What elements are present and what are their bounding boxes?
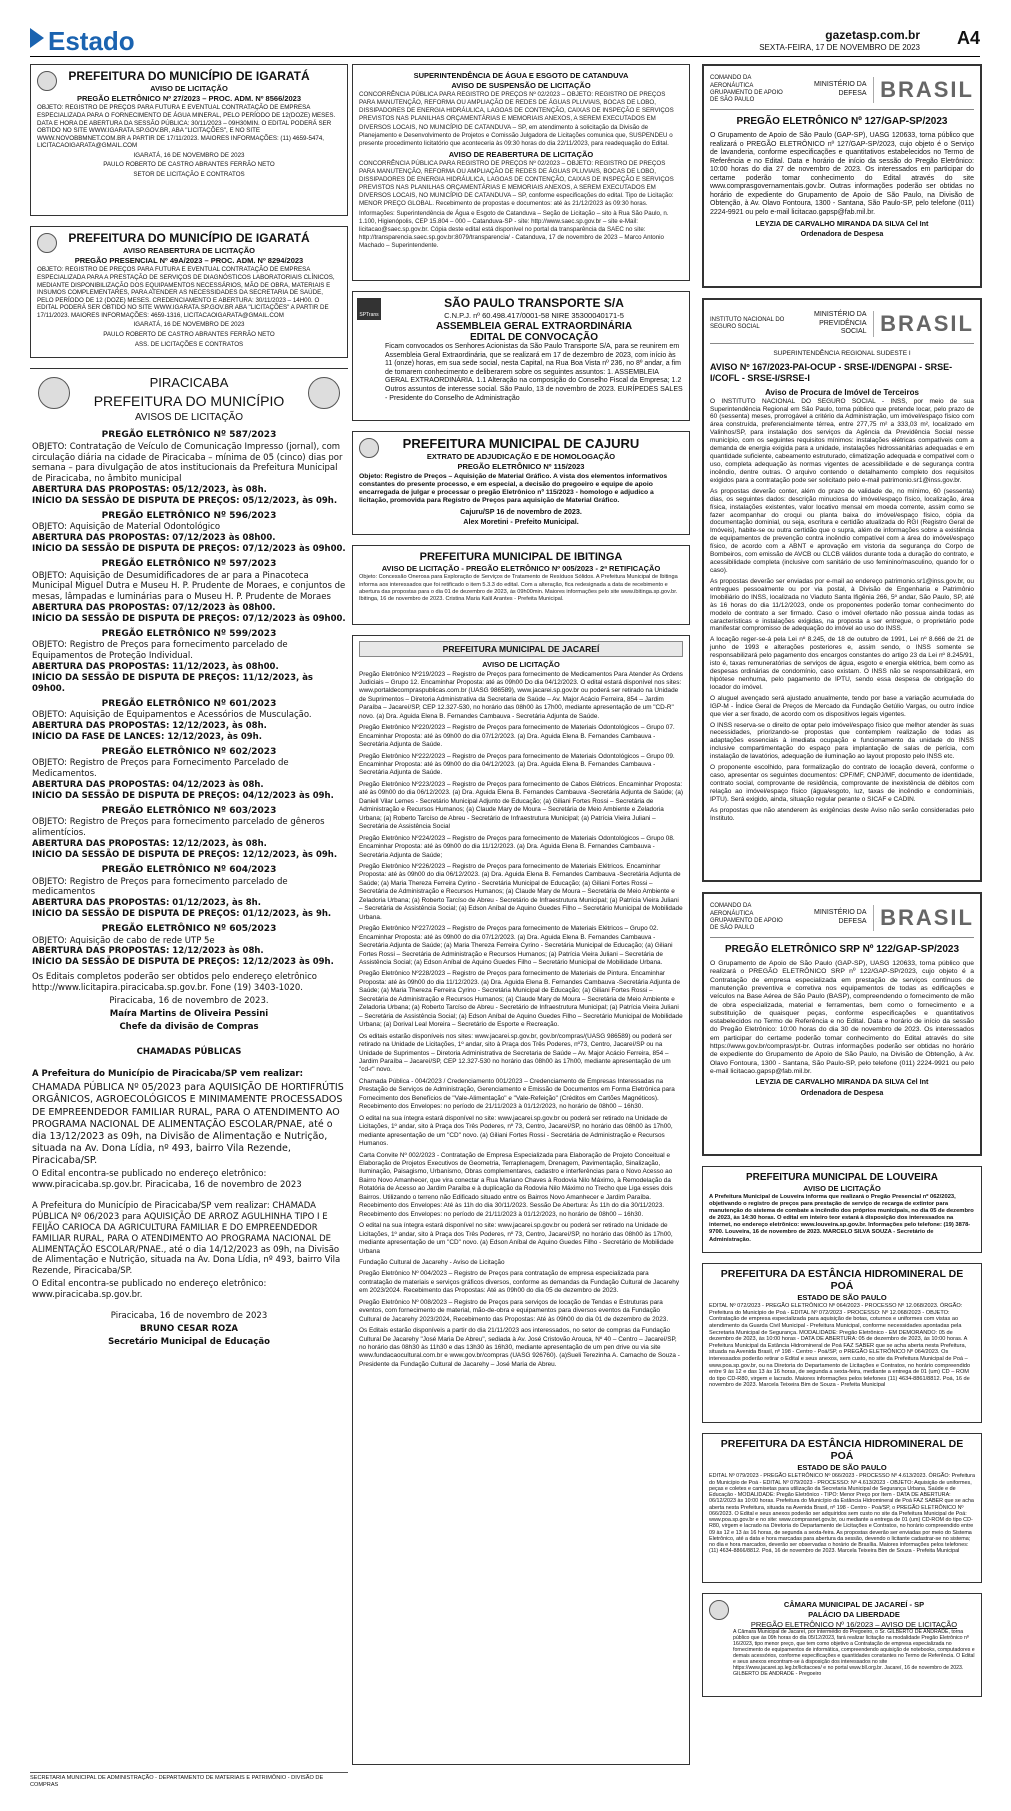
- editais-info: Os Editais completos poderão ser obtidos pelo endereço eletrônico http://www.licitapira.piracicaba.sp.gov.br. Fone (19) 3403-1020.: [32, 972, 318, 994]
- inss-paragraph: O aluguel avençado será ajustado anualmente, tendo por base a variação acumulada do IGP-M - Índice Geral de Preços de Mercado da Fundação Getúlio Vargas, ou outro índice que vier a ser fixado, de acordo com os dispositivos legais vigentes.: [710, 694, 974, 718]
- notice-signer: PAULO ROBERTO DE CASTRO ABRANTES FERRÃO NETO: [103, 330, 275, 338]
- saae-paragraph-2: CONCORRÊNCIA PÚBLICA PARA REGISTRO DE PREÇOS Nº 02/2023 – OBJETO: REGISTRO DE PREÇOS PARA MANUTENÇÃO, REFORMA OU AMPLIAÇÃO DE REDES DE ÁGUAS PLUVIAIS, BOCAS DE LOBO, DISSIPADORES DE ENERGIA HIDRÁULICA, LAGOAS DE CONTENÇÃO, CAIXAS DE INSPEÇÃO E SERVIÇOS PREVISTOS NAS PLANILHAS ORÇAMENTÁRIAS E MEMORIAIS ANEXOS, A SEREM EXECUTADOS EM DIVERSOS LOCAIS, NO MUNICÍPIO DE CATANDUVA – SP, conforme especificações do edital. Tipo de Licitação: MENOR PREÇO GLOBAL. Recebimento de propostas e documentos: até às 21/12/2023 às 09:30 horas.: [359, 159, 674, 208]
- pregao-item: [32, 430, 346, 507]
- site-url[interactable]: gazetasp.com.br: [825, 28, 920, 42]
- poa-body: EDITAL Nº 079/2023 - PREGÃO ELETRÔNICO Nº 066/2023 - PROCESSO Nº 4.613/2023. ÓRGÃO: Prefeitura do Município de Poá - EDITAL Nº 079/2023 - PROCESSO: Nº 4.613/2023 - OBJETO: Aquisição de uniformes, peças e coletes e camisetas para utilização da Secretaria Municipal de Segurança Urbana, Saúde e de Educação - MODALIDADE: Pregão Eletrônico - TIPO: Menor Preço por Item - DATA DE ABERTURA: 06/12/2023 às 10:00 horas. Prefeitura do Município da Estância Hidromineral de Poá FAZ SABER que se acha aberta nesta Prefeitura, situada na Avenida Brasil, nº 198 - Centro - Poá/SP, o PREGÃO ELETRÔNICO Nº 066/2023. O Edital e seus anexos poderão ser adquiridos sem custo no site da Prefeitura Municipal de Poá: www.poa.sp.gov.br e no site: www.comprasnet.gov.br, ou mediante a entrega de 01 (um) CD-ROM do tipo CD-R80, virgem e lacrado na Diretoria do Departamento de Licitações e Contratos, no horário compreendido entre 09 às 12 e 13 às 16 horas, de segunda a sexta-feira. As propostas deverão ser enviadas por meio do Sistema Eletrônico, até a data e hora marcadas para abertura da sessão, devendo o licitante cadastrar-se no sistema; no dia e hora marcados, deverão ser observadas o horário de Brasília. Maiores informações pelos telefones: (11) 4634-8866/8812. Poá, 16 de novembro de 2023. Marcela Teixeira Bim de Souza - Prefeita Municipal: [709, 1473, 975, 1555]
- ibitinga-title: PREFEITURA MUNICIPAL DE IBITINGA: [419, 551, 623, 563]
- piracicaba-footer: SECRETARIA MUNICIPAL DE ADMINISTRAÇÃO - DEPARTAMENTO DE MATERIAIS E PATRIMÔNIO - DIVISÃO DE COMPRAS: [30, 1772, 348, 1789]
- jacarei-paragraph: O edital na sua íntegra estará disponível no site: www.jacarei.sp.gov.br ou poderá ser retirado na Unidade de Licitações, 1º andar, sito à Praça dos Três Poderes, nº 73, Centro, Jacareí/SP, no horário das 08h00 às 17h00, mediante apresentação de um "CD" novo. (a) Giliani Fortes Rossi - Secretária de Administração e Recursos Humanos.: [359, 1114, 673, 1148]
- sptrans-cnpj: C.N.P.J. nº 60.498.417/0001-58 NIRE 35300040171-5: [444, 311, 624, 321]
- pregao-item: [32, 924, 346, 968]
- pregao-session: INÍCIO DA SESSÃO DE DISPUTA DE PREÇOS: 07/12/2023 às 09h00.: [32, 614, 346, 625]
- sptrans-heading: ASSEMBLEIA GERAL EXTRAORDINÁRIA: [435, 321, 633, 333]
- piracicaba-seal-icon: [38, 377, 70, 409]
- chamadas-heading: CHAMADAS PÚBLICAS: [136, 1046, 242, 1057]
- pregao-opening: ABERTURA DAS PROPOSTAS: 04/12/2023 às 08h.: [32, 780, 264, 791]
- pregao-session: INÍCIO DA SESSÃO DE DISPUTA DE PREÇOS: 05/12/2023, às 09h.: [32, 496, 338, 507]
- pregao-item: [32, 559, 346, 625]
- piracicaba-signer-2: BRUNO CESAR ROZA: [140, 1323, 238, 1334]
- igarata-seal-icon: [37, 233, 57, 253]
- gov-header: [710, 71, 974, 110]
- jacarei-paragraph: Pregão Eletrônico Nº226/2023 – Registro de Preços para fornecimento de Materiais Elétricos. Encaminhar Proposta: até às 09h00 do dia 06/12/2023. (a) Dra. Aguida Elena B. Fernandes Cambauva -Secretária Adjunta de Saúde; (a) Maria Thereza Ferreira Cyrino - Secretária Municipal de Educação; (a) Giliani Fortes Rossi – Secretária de Administração e Recursos Humanos; (a) Claude Mary de Moura – Secretária de Meio Ambiente e Zeladoria Urbana; (a) Roberto Tarcíso de Abreu - Secretário de Infraestrutura Municipal; (a) Patrícia Vieira Juliani – Secretária de Assistência Social; (a) Edson Aníbal de Aquino Guedes Filho – Secretário Municipal de Mobilidade Urbana.: [359, 863, 683, 921]
- notice-date: IGARATÁ, 16 DE NOVEMBRO DE 2023: [133, 321, 245, 329]
- poa-notice-2: [702, 1433, 982, 1583]
- page-number: A4: [956, 28, 980, 48]
- notice-body: OBJETO: REGISTRO DE PREÇOS PARA FUTURA E EVENTUAL CONTRATAÇÃO DE EMPRESA ESPECIALIZADA PARA O FORNECIMENTO DE ÁGUA MINERAL, PELO PERÍODO DE 12(DOZE) MESES. DATA E HORA DE ABERTURA DA SESSÃO PÚBLICA: 30/11/2023 – 09H30MIN. O EDITAL PODERÁ SER OBTIDO NO SITE WWW.IGARATA.SP.GOV.BR, ABA "LICITAÇÕES", E NO SITE WWW.NOVOBBMNET.COM.BR A PARTIR DE 17/11/2023. MAIORES INFORMAÇÕES: (11) 4659-5474, LICITACAOIGARATA@GMAIL.COM: [37, 104, 336, 150]
- pregao-session: INÍCIO DA SESSÃO DE DISPUTA DE PREÇOS: 07/12/2023 às 09h00.: [32, 544, 346, 555]
- poa-body: EDITAL Nº 072/2023 - PREGÃO ELETRÔNICO Nº 064/2023 - PROCESSO Nº 12.068/2023. ÓRGÃO: Prefeitura do Município de Poá - EDITAL Nº 072/2023 - PROCESSO: Nº 12.068/2023 - OBJETO: Contratação de empresa especializada para aquisição de botas, coturnos e uniformes com vistas ao atendimento da Guarda Civil Municipal - Prefeitura Municipal, conforme necessidades apontadas pela Secretaria Municipal de Segurança. MODALIDADE: Pregão Eletrônico - EM DEMORANDO: 05 de dezembro de 2023, às 10:00 horas - DATA DE ABERTURA: 05 de dezembro de 2023, às 10:00 horas. A Prefeitura Municipal da Estância Hidromineral de Poá FAZ SABER que se acha aberta nesta Prefeitura, situada na Avenida Brasil, nº 198 - Centro - Poá/SP, o PREGÃO ELETRÔNICO Nº 064/2023. Os interessados poderão retirar o Edital e seus anexos, sem custo, no site da Prefeitura Municipal de Poá – www.poa.sp.gov.br, ou na Diretoria do Departamento de Licitações e Contratos, no horário compreendido entre 9 às 12 e das 13 às 16 horas, de segunda a sexta-feira, mediante a entrega de 01 (um) CD – ROM do tipo CD-R80, virgem e lacrado. Maiores informações pelos telefones (11) 4634-8861/8812. Poá, 16 de novembro de 2023. Marcela Teixeira Bim de Souza - Prefeita Municipal: [709, 1303, 971, 1389]
- gap-122-notice: [702, 892, 982, 1156]
- gov-agency: COMANDO DA AERONÁUTICA GRUPAMENTO DE APOIO DE SÃO PAULO: [710, 903, 783, 932]
- piracicaba-date-2: Piracicaba, 16 de novembro de 2023: [110, 1310, 268, 1321]
- pregao-session: INÍCIO DA SESSÃO DE DISPUTA DE PREÇOS: 04/12/2023 às 09h.: [32, 791, 334, 802]
- igarata-notice-2: [30, 226, 348, 358]
- poa-subtitle: ESTADO DE SÃO PAULO: [797, 1293, 887, 1303]
- gap-122-signer: LEYZIA DE CARVALHO MIRANDA DA SILVA Cel Int: [755, 1077, 929, 1087]
- pregao-item: [32, 699, 346, 743]
- pregao-opening: ABERTURA DAS PROPOSTAS: 11/12/2023, às 08h00.: [32, 662, 279, 673]
- saae-subtitle: AVISO DE SUSPENSÃO DE LICITAÇÃO: [451, 81, 591, 91]
- louveira-title: PREFEITURA MUNICIPAL DE LOUVEIRA: [745, 1172, 939, 1183]
- louveira-body: A Prefeitura Municipal de Louveira informa que realizará o Pregão Presencial nº 062/2023, objetivando o registro de preços para prestação de serviço de recarga de extintor para manutenção do sistema de combate a incêndio dos próprios municipais, no dia 05 de dezembro de 2023, às 14:30 horas. O edital em inteiro teor estará à disposição dos interessados na internet, no endereço eletrônico: www.louveira.sp.gov.br. Informações pelo telefone: (19) 3878-9700. Louveira, 16 de novembro de 2023. MARCELO SILVA SOUZA - Secretário de Administração.: [709, 1194, 974, 1243]
- brand-logo: [30, 26, 135, 58]
- pregao-opening: ABERTURA DAS PROPOSTAS: 12/12/2023, às 08h.: [32, 839, 267, 850]
- gap-122-body: O Grupamento de Apoio de São Paulo (GAP-SP), UASG 120633, torna público que realizará o PREGÃO ELETRÔNICO SRP nº 122/GAP-SP/2023, cujo objeto é a Contratação de empresa especializada em prestação de serviços contínuos de manutenção preventiva e corretiva nos equipamentos de todas as edificações e veículos na Base Aérea de São Paulo (BASP), compreendendo o fornecimento de mão de obra especializada, material e ferramentas, bem como o fornecimento e a substituição de quaisquer peças, conforme especificações e quantitativos estabelecidos no Termo de Referência e no Edital. Data e horário de início da sessão do Pregão Eletrônico: 10:00 horas do dia 30 de novembro de 2023. Os interessados em participar do certame poderão tomar conhecimento do Edital através do site https://www.gov.br/compras/pt-br. Outras informações poderão ser obtidas no horário de expediente do Grupamento de Apoio de São Paulo, na Divisão de Obtenção, à Av. Olavo Fontoura, 1300 - Santana, São Paulo-SP, pelo telefone (011) 2224-9921 ou pelo e-mail licitacao.gapsp@fab.mil.br.: [710, 960, 974, 1075]
- notice-title: PREFEITURA DO MUNICÍPIO DE IGARATÁ: [68, 69, 310, 83]
- pregao-title: PREGÃO ELETRÔNICO Nº 602/2023: [101, 746, 277, 757]
- pregao-opening: ABERTURA DAS PROPOSTAS: 12/12/2023, às 08h.: [32, 721, 267, 732]
- pregao-session: INÍCIO DA SESSÃO DE DISPUTA DE PREÇOS: 01/12/2023, às 9h.: [32, 909, 332, 920]
- notice-body: OBJETO: REGISTRO DE PREÇOS PARA FUTURA E EVENTUAL CONTRATAÇÃO DE EMPRESA ESPECIALIZADA PARA A PRESTAÇÃO DE SERVIÇOS DE DIAGNÓSTICOS LABORATORIAIS CLÍNICOS, MEDIANTE DISPONIBILIZAÇÃO DOS EQUIPAMENTOS NECESSÁRIOS, MÃO DE OBRA, MATERIAIS E INSUMOS COMPLEMENTARES, PARA ATENDER AS NECESSIDADES DA SECRETARIA DE SAÚDE, PELO PERÍODO DE 12 (DOZE) MESES. CREDENCIAMENTO E ABERTURA: 30/11/2023 – 14H00. O EDITAL PODERÁ SER OBTIDO NO SITE WWW.IGARATA.SP.GOV.BR ABA "LICITAÇÕES" A PARTIR DE 17/11/2023. MAIORES INFORMAÇÕES: 4659-1316, LICITACAOIGARATA@GMAIL.COM: [37, 266, 335, 319]
- inss-paragraph: A locação reger-se-á pela Lei nº 8.245, de 18 de outubro de 1991, Lei nº 8.666 de 21 de junho de 1993 e alterações posteriores e, assim sendo, o INSS somente se responsabilizará pelo pagamento dos encargos constantes do artigo 23 da Lei nº 8.245/91, isto é, taxas remuneratórias de serviços de água, esgoto e energia elétrica, bem como as despesas ordinárias de condomínio, caso existam. O INSS não se responsabilizará, em hipótese nenhuma, pelo pagamento de IPTU, sendo essa despesa de obrigação do locador do imóvel.: [710, 636, 974, 691]
- pregao-item: [32, 511, 346, 555]
- inss-paragraph: As propostas deverão conter, além do prazo de validade de, no mínimo, 60 (sessenta) dias, os seguintes dados: descrição minuciosa do imóvel/espaço físico, localização, área física, instalações existentes, valor locativo mensal em moeda corrente, assim como se fazer acompanhar do croqui ou planta baixa do imóvel/espaço físico, cópia da documentação dominial, ou seja, escritura e certidão atualizada do RGI (Registro Geral de Imóveis), habite-se ou outra certidão que o supra, além de informações sobre a existência de equipamentos de prevenção contra incêndio compatível com a área do imóvel/espaço físico, de acordo com a ABNT e aprovação em vistoria da segurança do Corpo de Bombeiros, com emissão de AVCB ou CLCB válidos durante toda a duração do contrato, e acessibilidade completa (inclusive com sanitário de uso feminino/masculino, quando for o caso).: [710, 487, 974, 574]
- jacarei-paragraph: Pregão Eletrônico Nº 004/2023 – Registro de Preços para contratação de empresa especializada para contratação de materiais e serviços gráficos diversos, conforme as demandas da Fundação Cultural de Jacarehy em 2023/2024. Recebimento das Propostas: Até as 09h00 do dia 05 de dezembro de 2023.: [359, 1270, 680, 1295]
- pregao-title: PREGÃO ELETRÔNICO Nº 603/2023: [101, 805, 277, 816]
- piracicaba-city: PIRACICABA: [149, 375, 229, 390]
- jacarei-paragraph: Pregão Eletrônico Nº 008/2023 – Registro de Preços para serviços de locação de Tendas e Estruturas para eventos, com fornecimento de material, mão-de-obra e equipamentos para diversos eventos da Fundação Cultural de Jacarehy 2023/2024, Recebimento das Propostas: Até às 09h00 do dia 01 de dezembro de 2023.: [359, 1298, 669, 1323]
- jacarei-paragraph: Os editais estarão disponíveis nos sites: www.jacarei.sp.gov.br, gov.br/compras/(UASG 986589) ou poderá ser retirado na Unidade de Licitações, 1º andar, sito à Praça dos Três Poderes, nº73, Centro, Jacareí/SP ou na Unidade de Suprimentos – Diretoria Administrativa de Secretaria de Saúde – Av. Major Acácio Ferreira, 854 – Jardim Paraíba – Jacareí/SP, CEP 12.327-530 no horário das 08h00 às 17h00, mediante apresentação de um "cd-r" novo.: [359, 1032, 672, 1074]
- piracicaba-subtitle: AVISOS DE LICITAÇÃO: [135, 411, 243, 423]
- notice-ref: PREGÃO PRESENCIAL Nº 49A/2023 – PROC. ADM. Nº 8294/2023: [74, 256, 304, 266]
- issue-date: SEXTA-FEIRA, 17 DE NOVEMBRO DE 2023: [759, 43, 920, 52]
- jacarei-notice: [352, 635, 690, 1765]
- chamada-06-edital: O Edital encontra-se publicado no endereço eletrônico: www.piracicaba.sp.gov.br.: [32, 1279, 267, 1301]
- jacarei-paragraph: Carta Convite Nº 002/2023 - Contratação de Empresa Especializada para Elaboração de Projeto Conceitual e Elaboração de Projetos Executivos de Geometria, Terraplenagem, Drenagem, Pavimentação, Sinalização, Iluminação, Paisagismo, Urbanismo, Obras complementares, cadastro e interferências para o Novo Acesso ao Bairro Novo Amanhecer, que vira conectar a Rua Mariano Chaves à Rodovia Nilo Máximo, à Remodelação da Rotatória de Acesso ao Jardim Paraíba e à duplicação da Rodovia Nilo Máximo no Trecho que Liga esses dois Bairros. Utilizando o terreno não Edificado situado entre os Bairros Novo Amanhecer e Jardim Paraíba. Recebimento dos Envelopes: Até às 11h do dia 30/11/2023. Sessão De Abertura: Às 11h do dia 30/11/2023. Recebimento dos Envelopes: no período de 21/11/2023 à 01/12/2023, no horário de 08h00 – 16h30.: [359, 1151, 673, 1218]
- sptrans-title: SÃO PAULO TRANSPORTE S/A: [444, 296, 624, 310]
- inss-superintendence: SUPERINTENDÊNCIA REGIONAL SUDESTE I: [773, 350, 911, 357]
- pregao-title: PREGÃO ELETRÔNICO Nº 601/2023: [101, 698, 277, 709]
- jacarei-paragraph: Pregão Eletrônico Nº222/2023 – Registro de Preços para fornecimento de Materiais Odontológicos – Grupo 09. Encaminhar Proposta: até às 09h00 do dia 04/12/2023. (a) Dra. Aguida Elena B. Fernandes Cambauva -Secretária Adjunta de Saúde.: [359, 752, 675, 777]
- jacarei-paragraphs: [359, 671, 683, 1370]
- pregao-title: PREGÃO ELETRÔNICO Nº 587/2023: [101, 430, 277, 441]
- gov-agency: INSTITUTO NACIONAL DO SEGURO SOCIAL: [710, 316, 785, 330]
- saae-subtitle-2: AVISO DE REABERTURA DE LICITAÇÃO: [448, 149, 594, 159]
- sptrans-heading-2: EDITAL DE CONVOCAÇÃO: [470, 332, 598, 344]
- pregao-object: OBJETO: Aquisição de cabo de rede UTP 5e: [32, 935, 215, 946]
- pregao-title: PREGÃO ELETRÔNICO Nº 596/2023: [101, 510, 277, 521]
- notice-ref: PREGÃO ELETRÔNICO Nº 27/2023 – PROC. ADM. Nº 8566/2023: [76, 94, 302, 104]
- gap-127-signer-role: Ordenadora de Despesa: [800, 229, 884, 239]
- cajuru-body: Objeto: Registro de Preços – Aquisição de Material Gráfico. A vista dos elementos informativos constantes do presente processo, e em especial, a decisão do pregoeiro e equipe de apoio encarregada de julgar e processar o pregão Eletrônico nº 115/2023 - homologo e adjudico a licitação, promovida para Registro de Preços para aquisição de Material Gráfico.: [359, 472, 668, 505]
- notice-signer: PAULO ROBERTO DE CASTRO ABRANTES FERRÃO NETO: [103, 161, 275, 169]
- notice-subtitle: AVISO REABERTURA DE LICITAÇÃO: [123, 246, 255, 256]
- gov-ministry: MINISTÉRIO DA PREVIDÊNCIA SOCIAL: [814, 311, 867, 336]
- piracicaba-date: Piracicaba, 16 de novembro de 2023.: [109, 995, 269, 1006]
- camara-ref: PREGÃO ELETRÔNICO Nº 16/2023 – AVISO DE LICITAÇÃO: [750, 1620, 958, 1630]
- jacarei-paragraph: Os Editais estarão disponíveis a partir do dia 21/11/2023 aos interessados, no setor de compras da Fundação Cultural De Jacarehy "José Maria De Abreu", sediada à Av. José Cristovão Arouca, Nº 40 – Centro – Jacareí/SP, no horário das 08h30 às 11h30 e das 13h30 às 16h30, mediante apresentação de um pen drive ou via site www.fundacaocultural.com.br e www.gov.br/compras (UASG 926760). (a)Sueli Terezinha A. Camacho de Souza - Presidente da Fundação Cultural de Jacarehy – José Maria de Abreu.: [359, 1327, 680, 1368]
- inss-subtitle: Aviso de Procura de Imóvel de Terceiros: [765, 387, 919, 397]
- inss-notice: [702, 298, 982, 882]
- gov-ministry: MINISTÉRIO DA DEFESA: [814, 909, 867, 925]
- piracicaba-title: PREFEITURA DO MUNICÍPIO: [93, 392, 285, 409]
- gap-122-title: PREGÃO ELETRÔNICO SRP Nº 122/GAP-SP/2023: [724, 944, 960, 955]
- jacarei-paragraph: O edital na sua íntegra estará disponível no site: www.jacarei.sp.gov.br ou poderá ser retirado na Unidade de Licitações, 1º andar, sito à Praça dos Três Poderes, nº 73, Centro, Jacareí/SP, no horário das 08h00 às 17h00, mediante apresentação de um "CD" novo. (a) Edson Aníbal de Aquino Guedes Filho - Secretário de Mobilidade Urbana: [359, 1222, 674, 1255]
- jacarei-paragraph: Pregão Eletrônico Nº227/2023 – Registro de Preços para fornecimento de Materiais Elétricos – Grupo 02. Encaminhar Proposta: até às 09h00 do dia 07/12/2023. (a) Dra. Aguida Elena B. Fernandes Cambauva -Secretária Adjunta de Saúde; (a) Maria Thereza Ferreira Cyrino - Secretária Municipal de Educação; (a) Giliani Fortes Rossi – Secretária de Administração e Recursos Humanos; (a) Patrícia Vieira Juliani – Secretária de Assistência Social; (a) Edson Aníbal de Aquino Guedes Filho – Secretário Municipal de Mobilidade Urbana.: [359, 925, 673, 966]
- jacarei-paragraph: Pregão Eletrônico Nº224/2023 – Registro de Preços para fornecimento de Materiais Odontológicos – Grupo 08. Encaminhar Proposta: até às 09h00 do dia 11/12/2023. (a) Dra. Aguida Elena B. Fernandes Cambauva -Secretária Adjunta de Saúde;: [359, 834, 675, 859]
- gap-127-title: PREGÃO ELETRÔNICO Nº 127/GAP-SP/2023: [736, 116, 948, 127]
- jacarei-paragraph: Fundação Cultural de Jacarehy - Aviso de Licitação: [359, 1258, 505, 1266]
- sptrans-logo-text: SPTrans: [359, 312, 379, 318]
- pregao-opening: ABERTURA DAS PROPOSTAS: 12/12/2023 às 08h.: [32, 946, 264, 957]
- pregao-item: [32, 629, 346, 695]
- pregao-title: PREGÃO ELETRÔNICO Nº 605/2023: [101, 924, 277, 934]
- saae-notice: [352, 64, 690, 281]
- gap-127-signer: LEYZIA DE CARVALHO MIRANDA DA SILVA Cel Int: [755, 218, 929, 228]
- poa-title: PREFEITURA DA ESTÂNCIA HIDROMINERAL DE POÁ: [720, 1268, 964, 1292]
- pregao-title: PREGÃO ELETRÔNICO Nº 599/2023: [101, 628, 277, 639]
- cajuru-subtitle: EXTRATO DE ADJUDICAÇÃO E DE HOMOLOGAÇÃO: [426, 452, 616, 462]
- inss-paragraph: O INSS reserva-se o direito de optar pelo imóvel/espaço físico que melhor atender às suas necessidades, priorizando-se propostas que contemplem realização de todas as adaptações essenciais à imediata ocupação e funcionamento da unidade do INSS inclusive compartimentação do espaço para implantação de salas de perícia, com instalação de lavatórios, adequação de iluminação ao layout proposto pelo INSS etc.: [710, 721, 974, 761]
- louveira-notice: [702, 1166, 982, 1253]
- brasil-logo: BRASIL: [873, 905, 974, 932]
- gap-122-signer-role: Ordenadora de Despesa: [800, 1087, 884, 1097]
- pregao-title: PREGÃO ELETRÔNICO Nº 597/2023: [101, 559, 277, 570]
- gov-agency: COMANDO DA AERONÁUTICA GRUPAMENTO DE APOIO DE SÃO PAULO: [710, 75, 783, 104]
- pregao-object: OBJETO: Registro de Preços para fornecimento parcelado de medicamentos: [32, 876, 288, 898]
- piracicaba-notice: [30, 368, 348, 1801]
- chamada-06: A Prefeitura do Município de Piracicaba/SP vem realizar: CHAMADA PÚBLICA Nº 06/2023 para AQUISIÇÃO DE ARROZ AGULHINHA TIPO I E FEIJÃO CARIOCA DA AGRICULTURA FAMILIAR E DO EMPREENDEDOR FAMILIAR RURAL, PARA O ATENDIMENTO AO PROGRAMA NACIONAL DE ALIMENTAÇÃO ESCOLAR/PNAE., até o dia 14/12/2023 as 09h, na Divisão de Alimentação e Nutrição, situada na Av. Dona Lídia, nº 493, bairro Vila Rezende, Piracicaba/SP.: [32, 1201, 341, 1277]
- gov-header: [710, 899, 974, 938]
- notice-signer-role: ASS. DE LICITAÇÕES E CONTRATOS: [134, 340, 244, 348]
- pregao-object: OBJETO: Registro de Preços para Fornecimento Parcelado de Medicamentos.: [32, 758, 289, 780]
- piracicaba-signer-role: Chefe da divisão de Compras: [119, 1021, 259, 1032]
- cajuru-seal-icon: [359, 438, 379, 458]
- camara-title: CÂMARA MUNICIPAL DE JACAREÍ - SP: [783, 1600, 925, 1609]
- brasil-logo: BRASIL: [873, 311, 974, 338]
- jacarei-paragraph: Pregão Eletrônico Nº223/2023 – Registro de Preços para fornecimento de Cabos Elétricos. Encaminhar Proposta: até às 09h00 do dia 06/12/2023. (a) Dra. Aguida Elena B. Fernandes Cambauva -Secretária Adjunta de Saúde; (a) Daniell Vilar Lemes - Secretário Municipal Adjunto de Educação; (a) Giliani Fortes Rossi – Secretária de Administração e Recursos Humanos; (a) Claude Mary de Moura – Secretária de Meio Ambiente e Zeladoria Urbana; (a) Roberto Tarcíso de Abreu - Secretário de Infraestrutura Municipal; (a) Patrícia Vieira Juliani – Secretária de Assistência Social: [359, 780, 684, 831]
- notice-date: IGARATÁ, 16 DE NOVEMBRO DE 2023: [133, 151, 245, 159]
- notice-title: PREFEITURA DO MUNICÍPIO DE IGARATÁ: [68, 231, 310, 245]
- camara-jacarei-notice: [702, 1593, 982, 1697]
- chamada-05-edital: O Edital encontra-se publicado no endereço eletrônico: www.piracicaba.sp.gov.br. Piracicaba, 16 de novembro de 2023: [32, 1169, 302, 1191]
- inss-paragraph: As propostas deverão ser enviadas por e-mail ao endereço patrimonio.sr1@inss.gov.br, ou entregues pessoalmente ou por via postal, à Divisão de Engenharia e Patrimônio Imobiliário do INSS, localizada no Viaduto Santa Ifigênia 266, 5º andar, São Paulo, SP, até às 16 horas do dia 11/12/2023, onde os proponentes poderão tomar conhecimento do modelo de contrato a ser firmado. Caso o imóvel ofertado não possua ainda todas as características e instalações exigidas, na proposta a ser entregue, o proprietário pode manifestar compromisso de adequação do imóvel ao uso do INSS.: [710, 577, 974, 633]
- column-right: [702, 64, 982, 1707]
- cajuru-ref: PREGÃO ELETRÔNICO Nº 115/2023: [457, 462, 585, 472]
- chamadas-intro: A Prefeitura do Município de Piracicaba/SP vem realizar:: [32, 1069, 303, 1080]
- ibitinga-body: Objeto: Concessão Onerosa para Exploração de Serviços de Tratamento de Resíduos Sólidos. A Prefeitura Municipal de Ibitinga informa aos interessados que foi retificado o item 5.3.3 do edital. Com a alteração, fica redesignada a data de recebimento e abertura das propostas para o dia 01 de dezembro de 2023, às 09h00min. Maiores informações pelo site www.ibitinga.sp.gov.br. Ibitinga, 16 de novembro de 2023. Cristina Maria Kalil Arantes - Prefeita Municipal.: [359, 574, 678, 603]
- brand-name: Estado: [48, 26, 135, 56]
- ibitinga-notice: [352, 545, 690, 625]
- pregao-object: OBJETO: Aquisição de Material Odontológico: [32, 522, 221, 533]
- camara-subtitle: PALÁCIO DA LIBERDADE: [808, 1610, 900, 1620]
- pregao-opening: ABERTURA DAS PROPOSTAS: 07/12/2023 às 08h00.: [32, 603, 276, 614]
- saae-paragraph-3: Informações: Superintendência de Água e Esgoto de Catanduva – Seção de Licitação – sito à Rua São Paulo, n. 1.100, Higienópolis, CEP 15.804 – 000 – Catanduva-SP - site: http://www.saec.sp.gov.br – site e-Mail: licitacao@saec.sp.gov.br. Cópia deste edital está disponível no portal da transparência da SAEC no site: http://transparencia.saec.sp.gov.br:8079/transparencia/ - Catanduva, 17 de novembro de 2023 – Marco Antonio Machado – Superintendente.: [359, 210, 669, 250]
- pregao-object: OBJETO: Contratação de Veículo de Comunicação Impresso (jornal), com circulação diária na cidade de Piracicaba – mínima de 05 (cinco) dias por semana – para divulgação de atos institucionais da Prefeitura Municipal de Piracicaba, no âmbito municipal: [32, 441, 343, 485]
- column-left: [30, 64, 348, 1811]
- pregao-object: OBJETO: Aquisição de Equipamentos e Acessórios de Musculação.: [32, 710, 312, 721]
- pregao-session: INÍCIO DA SESSÃO DE DISPUTA DE PREÇOS: 12/12/2023, às 09h.: [32, 850, 338, 861]
- sptrans-body: Ficam convocados os Senhores Acionistas da São Paulo Transporte S/A, para se reunirem em Assembleia Geral Extraordinária, que se realizará em 17 de dezembro de 2023, com início às 11 (onze) horas, em sua sede social, nesta Capital, na Rua Boa Vista nº 236, no 8º andar, a fim de tomarem conhecimento e deliberarem sobre os seguintes assuntos: 1. ASSEMBLEIA GERAL EXTRAORDINÁRIA. 1.1 Alteração na composição do Conselho Fiscal da Empresa; 1.2 Outros assuntos de interesse social. São Paulo, 13 de novembro de 2023. EURÍPEDES SALES - Presidente do Conselho de Administração: [385, 343, 683, 402]
- pregao-object: OBJETO: Registro de Preços para fornecimento parcelado de gêneros alimentícios.: [32, 817, 325, 839]
- piracicaba-emblem-icon: [308, 377, 340, 409]
- ibitinga-ref: AVISO DE LICITAÇÃO - PREGÃO ELETRÔNICO Nº 005/2023 - 2ª RETIFICAÇÃO: [381, 564, 661, 574]
- inss-paragraph: O proponente escolhido, para formalização do contrato de locação deverá, conforme o caso, apresentar os seguintes documentos: CPF/MF, CNPJ/MF, documento de identidade, contrato social, comprovante de residência, comprovante de inexistência de débitos com relação ao imóvel/espaço físico (água/esgoto, luz, taxas de incêndio e condominiais, IPTU). Será exigido, ainda, situação regular perante o SICAF e CADIN.: [710, 764, 974, 803]
- jacarei-paragraph: Pregão Eletrônico Nº228/2023 – Registro de Preços para fornecimento de Materiais de Pintura. Encaminhar Proposta: até às 09h00 do dia 11/12/2023. (a) Dra. Aguida Elena B. Fernandes Cambauva -Secretária Adjunta de Saúde; (a) Maria Thereza Ferreira Cyrino - Secretária Municipal de Educação; (a) Giliani Fortes Rossi – Secretária de Administração e Recursos Humanos; (a) Claude Mary de Moura – Secretária de Meio Ambiente e Zeladoria Urbana; (a) Roberto Tarcíso de Abreu - Secretário de Infraestrutura Municipal; (a) Patrícia Vieira Juliani – Secretária de Assistência Social; (a) Edson Aníbal de Aquino Guedes Filho – Secretário Municipal de Mobilidade Urbana; (a) Dorival Leal Moreira – Secretário de Esporte e Recreação.: [359, 970, 683, 1029]
- pregao-session: INÍCIO DA SESSÃO DE DISPUTA DE PREÇOS: 11/12/2023, às 09h00.: [32, 673, 313, 694]
- brand-arrow-icon: [30, 28, 44, 48]
- gov-header: [710, 305, 974, 344]
- column-middle: [352, 64, 690, 1775]
- piracicaba-signer: Maíra Martins de Oliveira Pessini: [109, 1008, 269, 1019]
- masthead: [30, 26, 980, 57]
- saae-title: SUPERINTENDÊNCIA DE ÁGUA E ESGOTO DE CATANDUVA: [413, 71, 629, 80]
- poa-title: PREFEITURA DA ESTÂNCIA HIDROMINERAL DE POÁ: [720, 1438, 964, 1462]
- pregao-object: OBJETO: Aquisição de Desumidificadores de ar para a Pinacoteca Municipal Miguel Dutra e Museu H. P. Prudente de Moraes, e conjuntos de mesas, lâmpadas e luminárias para o Museu H. P. Prudente de Moraes: [32, 570, 346, 603]
- chamada-05: CHAMADA PÚBLICA Nº 05/2023 para AQUISIÇÃO DE HORTIFRÚTIS ORGÂNICOS, AGROECOLÓGICOS E MINIMAMENTE PROCESSADOS DE EMPREENDEDOR FAMILIAR RURAL, PARA O ATENDIMENTO AO PROGRAMA NACIONAL DE ALIMENTAÇÃO ESCOLAR/PNAE, até o dia 13/12/2023 as 09h, na Divisão de Alimentação e Nutrição, situada na Av. Dona Lídia, nº 493, bairro Vila Rezende, Piracicaba/SP.: [32, 1082, 344, 1167]
- sptrans-logo: [357, 298, 381, 320]
- pregao-item: [32, 865, 346, 920]
- jacarei-paragraph: Pregão Eletrônico Nº220/2023 – Registro de Preços para fornecimento de Materiais Odontológicos – Grupo 07. Encaminhar Proposta: até às 09h00 do dia 07/12/2023. (a) Dra. Aguida Elena B. Fernandes Cambauva -Secretária Adjunta de Saúde.: [359, 724, 675, 749]
- igarata-seal-icon: [37, 71, 57, 91]
- saae-paragraph-1: CONCORRÊNCIA PÚBLICA PARA REGISTRO DE PREÇOS Nº 02/2023 – OBJETO: REGISTRO DE PREÇOS PARA MANUTENÇÃO, REFORMA OU AMPLIAÇÃO DE REDES DE ÁGUAS PLUVIAIS, BOCAS DE LOBO, DISSIPADORES DE ENERGIA HIDRÁULICA, LAGOAS DE CONTENÇÃO, CAIXAS DE INSPEÇÃO E SERVIÇOS PREVISTOS NAS PLANILHAS ORÇAMENTÁRIAS E MEMORIAIS ANEXOS, A SEREM EXECUTADOS EM DIVERSOS LOCAIS, NO MUNICÍPIO DE CATANDUVA – SP, em atendimento à solicitação da Divisão de Planejamento e Desenvolvimento de Projetos e Comissão Julgadora de Licitações comunica que, SUSPENDEU o presente procedimento licitatório que aconteceria às 09:30 horas do dia 22/11/2023, para readequação do Edital.: [359, 91, 674, 147]
- pregao-object: OBJETO: Registro de Preços para fornecimento parcelado de Equipamentos de Proteção Individual.: [32, 640, 288, 662]
- camara-body: A Câmara Municipal de Jacareí, por intermédio do Pregoeiro, o Sr. GILBERTO DE ANDRADE, torna público que às 09h horas do dia 05/12/2023, fará realizar licitação na modalidade Pregão Eletrônico nº 16/2023, tipo menor preço, que tem como objetivo a Contratação de empresa especializada no fornecimento de equipamentos de informática, compreendendo aquisição de notebooks, computadores e demais acessórios, conforme especificações e quantidades constantes no Termo de Referência. O Edital e seus anexos encontram-se à disposição dos interessados no site https://www.jacarei.sp.leg.br/licitacoes/ e no portal www.bll.org.br. Jacareí, 16 de novembro de 2023. GILBERTO DE ANDRADE - Pregoeiro: [733, 1629, 975, 1678]
- louveira-subtitle: AVISO DE LICITAÇÃO: [803, 1184, 881, 1193]
- brasil-logo: BRASIL: [873, 77, 974, 104]
- gap-127-notice: [702, 64, 982, 288]
- piracicaba-items: [32, 430, 346, 968]
- pregao-session: INÍCIO DA FASE DE LANCES: 12/12/2023, às 09h.: [32, 732, 262, 743]
- poa-subtitle: ESTADO DE SÃO PAULO: [797, 1463, 887, 1473]
- inss-paragraphs: [710, 398, 974, 823]
- inss-paragraph: As propostas que não atenderem às exigências deste Aviso não serão consideradas pelo Instituto.: [710, 806, 974, 822]
- inss-paragraph: O INSTITUTO NACIONAL DO SEGURO SOCIAL - INSS, por meio de sua Superintendência Regional em São Paulo, torna público que pretende locar, pelo prazo de 60 (sessenta) meses, prorrogável a critério da Administração, um imóvel/espaço físico com área construída, preferencialmente térrea, entre 277,75 m² a 333,03 m², localizado em Valinhos/SP, para instalação dos serviços da Agência da Previdência Social nesse município, com os seguintes requisitos mínimos: instalações elétricas compatíveis com a demanda de energia exigida para a unidade, instalações hidrossanitárias adequadas e em quantidade suficiente, cabeamento estruturado, climatização adequada e compatível com o uso, completa adequação às normas vigentes de acessibilidade e de segurança contra incêndio, dentre outras. O arquivo contendo o detalhamento completo dos requisitos exigidos para a contratação pode ser solicitado pelo e-mail patrimonio.sr1@inss.gov.br.: [710, 397, 974, 484]
- pregao-session: INÍCIO DA SESSÃO DE DISPUTA DE PREÇOS: 12/12/2023 às 09h.: [32, 957, 334, 968]
- cajuru-signer: Alex Moretini - Prefeito Municipal.: [463, 517, 579, 527]
- notice-signer-role: SETOR DE LICITAÇÃO E CONTRATOS: [133, 170, 245, 178]
- cajuru-notice: [352, 431, 690, 535]
- inss-title: AVISO Nº 167/2023-PAI-OCUP - SRSE-I/DENGPAI - SRSE-I/COFL - SRSE-I/SRSE-I: [710, 361, 953, 383]
- notice-subtitle: AVISO DE LICITAÇÃO: [150, 84, 228, 94]
- pregao-opening: ABERTURA DAS PROPOSTAS: 05/12/2023, às 08h.: [32, 485, 267, 496]
- pregao-opening: ABERTURA DAS PROPOSTAS: 01/12/2023, às 8h.: [32, 898, 261, 909]
- jacarei-paragraph: Pregão Eletrônico Nº219/2023 – Registro de Preços para fornecimento de Medicamentos Para Atender As Ordens Judiciais – Grupo 12. Encaminhar Proposta: até as 09h00 Do dia 04/12/2023. O edital estará disponível nos sites: www.portaldecompraspublicas.com.br (UASG 986589), www.jacarei.sp.gov.br ou poderá ser retirado na Unidade de Suprimentos – Diretoria Administrativa da Secretaria de Saúde – Av. Major Acácio Ferreira, 854 – Jardim Paraíba – Jacareí/SP, CEP 12.327-530, no horário das 08h00 às 17h00, mediante apresentação de um "CD-R" novo. (a) Dra. Aguida Elena B. Fernandes Cambauva - Secretária Adjunta de Saúde.: [359, 670, 683, 720]
- sptrans-notice: [352, 291, 690, 421]
- cajuru-date: Cajuru/SP 16 de novembro de 2023.: [460, 506, 582, 516]
- poa-notice-1: [702, 1263, 982, 1423]
- jacarei-subtitle: AVISO DE LICITAÇÃO: [482, 660, 560, 670]
- pregao-item: [32, 806, 346, 861]
- igarata-notice-1: [30, 64, 348, 216]
- cajuru-title: PREFEITURA MUNICIPAL DE CAJURU: [402, 436, 640, 451]
- pregao-opening: ABERTURA DAS PROPOSTAS: 07/12/2023 às 08h00.: [32, 533, 276, 544]
- jacarei-title: PREFEITURA MUNICIPAL DE JACAREÍ: [359, 641, 683, 657]
- pregao-title: PREGÃO ELETRÔNICO Nº 604/2023: [101, 864, 277, 875]
- pregao-item: [32, 747, 346, 802]
- gap-127-body: O Grupamento de Apoio de São Paulo (GAP-SP), UASG 120633, torna público que realizará o PREGÃO ELETRÔNICO nº 127/GAP-SP/2023, cujo objeto é o Serviço de lavanderia, conforme especificações e quantitativos estabelecidos no Termo de Referência e no Edital. Data e horário de início da sessão do Pregão Eletrônico: 10:00 horas do dia 27 de novembro de 2023. Os interessados em participar do certame poderão tomar conhecimento do Edital através do site www.comprasgovernamentais.gov.br. Outras informações poderão ser obtidas no horário de expediente do Grupamento de Apoio de São Paulo, na Divisão de Obtenção, à Av. Olavo Fontoura, 1300 - Santana, São Paulo-SP, pelo telefone (011) 2224-9921 ou pelo e-mail licitacao.gapsp@fab.mil.br.: [710, 132, 974, 216]
- jacarei-paragraph: Chamada Pública - 004/2023 / Credenciamento 001/2023 – Credenciamento de Empresas Interessadas na Prestação de Serviços de Administração, Gerenciamento e Emissão de Documentos em Forma Eletrônica para Fornecimento dos Benefícios de "Vale-Alimentação" e "Vale-Refeição" (Créditos em Cartões Magnéticos). Recebimento dos Envelopes: no período de 21/11/2023 à 01/12/2023, no horário de 08h00 – 16h30.: [359, 1077, 675, 1111]
- piracicaba-signer-2-role: Secretário Municipal de Educação: [108, 1336, 270, 1347]
- gov-ministry: MINISTÉRIO DA DEFESA: [814, 81, 867, 97]
- camara-seal-icon: [709, 1600, 729, 1620]
